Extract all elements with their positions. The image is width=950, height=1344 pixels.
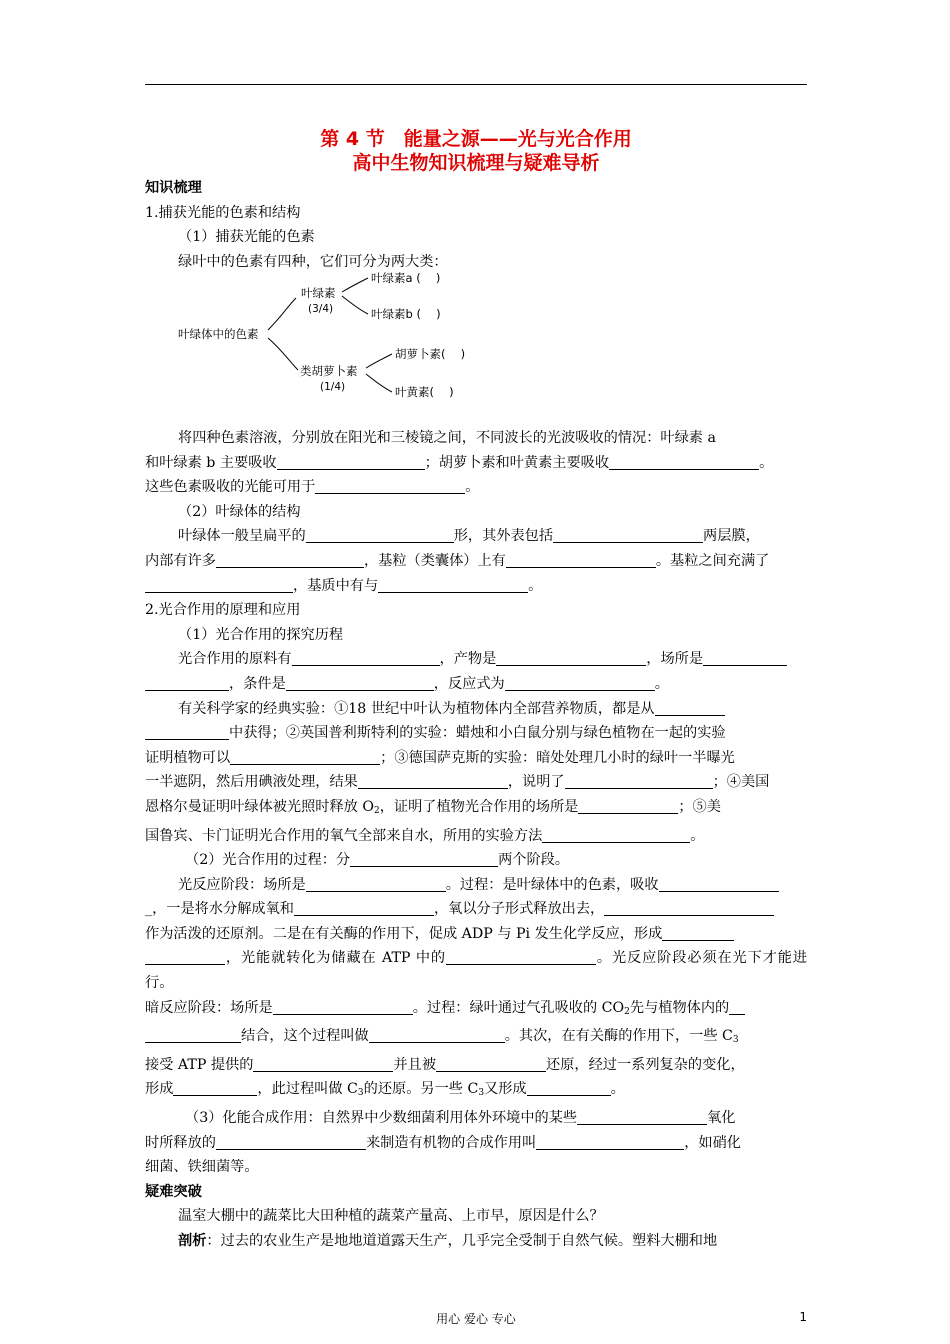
text-run: 中获得；②英国普利斯特利的实验：蜡烛和小白鼠分别与绿色植物在一起的实验 bbox=[229, 725, 726, 742]
text-run: 接受 ATP 提供的 bbox=[145, 1056, 254, 1073]
footer-motto: 用心 爱心 专心 bbox=[436, 1312, 516, 1326]
text-run: （2）光合作用的过程：分 bbox=[185, 852, 351, 869]
text-run: 来制造有机物的合成作用叫 bbox=[365, 1134, 537, 1151]
text-run: 这些色素吸收的光能可用于 bbox=[145, 479, 316, 496]
page-number: 1 bbox=[799, 1310, 807, 1324]
fill-blank[interactable] bbox=[145, 950, 225, 965]
section-heading: 疑难突破 bbox=[145, 1183, 202, 1200]
text-run: 作为活泼的还原剂。二是在有关酶的作用下，促成 ADP 与 Pi 发生化学反应，形成 bbox=[145, 925, 663, 942]
fill-blank[interactable] bbox=[604, 901, 774, 916]
text-run: 形，其外表包括 bbox=[453, 528, 554, 545]
fill-blank[interactable] bbox=[609, 454, 759, 469]
section-content bbox=[145, 426, 807, 1254]
fill-blank[interactable] bbox=[729, 999, 745, 1014]
fill-blank[interactable] bbox=[378, 577, 528, 592]
fill-blank[interactable] bbox=[536, 1134, 684, 1149]
text-run: ，基质中有与 bbox=[293, 577, 379, 594]
text-run: （3）化能合成作用：自然界中少数细菌利用体外环境中的某些 bbox=[185, 1110, 578, 1127]
fill-blank[interactable] bbox=[703, 651, 787, 666]
fill-blank[interactable] bbox=[369, 1028, 505, 1043]
fill-blank[interactable] bbox=[655, 700, 725, 715]
raw-line-1 bbox=[145, 647, 807, 672]
text-run: 并且被 bbox=[393, 1056, 437, 1073]
light-line-5 bbox=[145, 996, 807, 1025]
absorb-paragraph bbox=[145, 426, 807, 451]
fill-blank[interactable] bbox=[216, 1134, 366, 1149]
fill-blank[interactable] bbox=[292, 651, 440, 666]
fill-blank[interactable] bbox=[145, 725, 229, 740]
text-run: ，条件是 bbox=[229, 675, 286, 692]
pigments-intro: 绿叶中的色素有四种，它们可分为两大类： bbox=[178, 253, 448, 270]
fill-blank[interactable] bbox=[306, 877, 446, 892]
fill-blank[interactable] bbox=[286, 676, 434, 691]
light-line-6 bbox=[145, 1024, 807, 1053]
header-rule bbox=[145, 84, 807, 85]
fill-blank[interactable] bbox=[230, 750, 380, 765]
text-run: 证明植物可以 bbox=[145, 749, 231, 766]
text-run: 的还原。另一些 C bbox=[363, 1081, 479, 1098]
history-line-6 bbox=[145, 824, 807, 849]
subscript: 2 bbox=[373, 805, 380, 816]
light-line-4 bbox=[145, 946, 807, 995]
fill-blank[interactable] bbox=[505, 676, 655, 691]
text-run: 又形成 bbox=[484, 1081, 527, 1098]
text-run: ，场所是 bbox=[646, 651, 704, 668]
fill-blank[interactable] bbox=[565, 774, 713, 789]
fill-blank[interactable] bbox=[527, 1081, 611, 1096]
chemo-line-3: 细菌、铁细菌等。 bbox=[145, 1159, 259, 1176]
history-line-4 bbox=[145, 770, 807, 795]
history-line-5 bbox=[145, 795, 807, 824]
pigment-tree-diagram bbox=[170, 266, 490, 406]
raw-line-2 bbox=[145, 672, 807, 697]
text-run: ；③德国萨克斯的实验：暗处处理几小时的绿叶一半曝光 bbox=[380, 749, 735, 766]
tree-branch bbox=[268, 338, 298, 370]
heading-2: 2.光合作用的原理和应用 bbox=[145, 602, 301, 619]
tree-branch bbox=[268, 298, 296, 330]
text-run: 时所释放的 bbox=[145, 1134, 216, 1151]
text-run: 。 bbox=[465, 479, 480, 496]
text-run: 有关科学家的经典实验：①18 世纪中叶认为植物体内全部营养物质，都是从 bbox=[178, 700, 655, 717]
heading-1-2: （2）叶绿体的结构 bbox=[178, 503, 301, 520]
light-line-7 bbox=[145, 1053, 807, 1078]
text-run: 光反应阶段：场所是 bbox=[178, 876, 306, 893]
fill-blank[interactable] bbox=[659, 877, 779, 892]
absorb-line-2 bbox=[145, 451, 807, 476]
text-run: ；胡萝卜素和叶黄素主要吸收 bbox=[424, 454, 610, 471]
fill-blank[interactable] bbox=[496, 651, 646, 666]
text-run: 结合，这个过程叫做 bbox=[241, 1028, 369, 1045]
text-run: ，证明了植物光合作用的场所是 bbox=[379, 798, 579, 815]
text-run: 一半遮阴，然后用碘液处理，结果 bbox=[145, 774, 358, 791]
fill-blank[interactable] bbox=[446, 950, 596, 965]
text-run: 。光反应阶段必须在光下才能进行。 bbox=[145, 950, 807, 992]
text-run: 内部有许多 bbox=[145, 552, 216, 569]
heading-1: 1.捕获光能的色素和结构 bbox=[145, 204, 301, 221]
text-run: 氧化 bbox=[707, 1110, 736, 1127]
text-run: ；⑤美 bbox=[678, 798, 721, 815]
text-run: 和叶绿素 b 主要吸收 bbox=[145, 454, 277, 471]
text-run: ，氧以分子形式释放出去， bbox=[433, 901, 605, 918]
page-title: 第 4 节 能量之源——光与光合作用 bbox=[320, 128, 632, 150]
text-run: 。 bbox=[610, 1081, 625, 1098]
section-heading: 知识梳理 bbox=[145, 180, 202, 196]
analysis bbox=[145, 1229, 807, 1254]
section-knowledge bbox=[145, 176, 807, 274]
fill-blank[interactable] bbox=[662, 926, 734, 941]
structure-line-3 bbox=[145, 574, 807, 599]
light-line-1 bbox=[145, 873, 807, 898]
fill-blank[interactable] bbox=[553, 528, 703, 543]
text-run: 。 bbox=[528, 577, 543, 594]
text-run: 。基粒之间充满了 bbox=[655, 552, 770, 569]
text-run: ，光能就转化为储藏在 ATP 中的 bbox=[225, 950, 446, 967]
structure-line-1 bbox=[145, 524, 807, 549]
analysis-label: 剖析 bbox=[178, 1233, 207, 1249]
heading-2-1: （1）光合作用的探究历程 bbox=[178, 626, 344, 643]
fill-blank[interactable] bbox=[145, 676, 229, 691]
text-run: 。 bbox=[654, 675, 669, 692]
fill-blank[interactable] bbox=[542, 827, 690, 842]
text-run: ；④美国 bbox=[712, 774, 770, 791]
fill-blank[interactable] bbox=[273, 999, 413, 1014]
tree-chlorophyll-ratio: (3/4) bbox=[308, 303, 334, 315]
heading-1-1: （1）捕获光能的色素 bbox=[178, 229, 315, 246]
fill-blank[interactable] bbox=[578, 799, 678, 814]
text-run: 。过程：是叶绿体中的色素，吸收 bbox=[445, 876, 659, 893]
subscript: 3 bbox=[357, 1088, 364, 1099]
text-run: 两层膜， bbox=[703, 528, 760, 545]
text-run: 两个阶段。 bbox=[498, 852, 570, 869]
fill-blank[interactable] bbox=[277, 454, 425, 469]
text-run: 还原，经过一系列复杂的变化， bbox=[546, 1056, 745, 1073]
text-run: 。其次，在有关酶的作用下，一些 C bbox=[504, 1028, 733, 1045]
text-run: 先与植物体内的 bbox=[629, 999, 730, 1016]
fill-blank[interactable] bbox=[253, 1057, 393, 1072]
history-line-1 bbox=[145, 697, 807, 722]
fill-blank[interactable] bbox=[306, 528, 454, 543]
structure-line-2 bbox=[145, 549, 807, 574]
chemo-line-2 bbox=[145, 1131, 807, 1156]
text-run: 。过程：绿叶通过气孔吸收的 CO bbox=[412, 999, 625, 1016]
history-line-2 bbox=[145, 721, 807, 746]
text-run: 暗反应阶段：场所是 bbox=[145, 999, 273, 1016]
text-run: ，此过程叫做 C bbox=[257, 1081, 358, 1098]
analysis-text: ：过去的农业生产是地地道道露天生产，几乎完全受制于自然气候。塑料大棚和地 bbox=[206, 1233, 718, 1249]
tree-chl-a: 叶绿素a ( ) bbox=[371, 271, 441, 285]
text-run: 形成 bbox=[145, 1081, 174, 1098]
text-run: 。 bbox=[690, 827, 705, 844]
tree-carotene: 胡萝卜素( ) bbox=[395, 347, 466, 361]
tree-root: 叶绿体中的色素 bbox=[178, 327, 259, 341]
page-subtitle: 高中生物知识梳理与疑难导析 bbox=[352, 152, 600, 174]
tree-chl-b: 叶绿素b ( ) bbox=[371, 307, 441, 321]
text-run: _，一是将水分解成氧和 bbox=[145, 901, 294, 918]
absorb-line-3 bbox=[145, 475, 807, 500]
fill-blank[interactable] bbox=[506, 553, 656, 568]
subscript: 3 bbox=[732, 1035, 739, 1046]
fill-blank[interactable] bbox=[216, 553, 364, 568]
fill-blank[interactable] bbox=[436, 1057, 546, 1072]
chemo-line-1 bbox=[145, 1106, 807, 1131]
tree-branch bbox=[342, 296, 368, 314]
subscript: 3 bbox=[478, 1088, 485, 1099]
tree-chlorophyll: 叶绿素 bbox=[301, 286, 336, 300]
fill-blank[interactable] bbox=[358, 774, 508, 789]
history-line-3 bbox=[145, 746, 807, 771]
tree-xanthophyll: 叶黄素( ) bbox=[395, 385, 454, 399]
text-run: 国鲁宾、卡门证明光合作用的氧气全部来自水，所用的实验方法 bbox=[145, 827, 543, 844]
fill-blank[interactable] bbox=[145, 1028, 241, 1043]
text-run: 将四种色素溶液，分别放在阳光和三棱镜之间，不同波长的光波吸收的情况：叶绿素 a bbox=[178, 430, 716, 446]
text-run: ，如硝化 bbox=[684, 1134, 741, 1151]
text-run: 恩格尔曼证明叶绿体被光照时释放 O bbox=[145, 798, 374, 815]
tree-carotenoid-ratio: (1/4) bbox=[320, 381, 346, 393]
light-line-3 bbox=[145, 922, 807, 947]
fill-blank[interactable] bbox=[577, 1110, 707, 1125]
tree-carotenoid: 类胡萝卜素 bbox=[300, 364, 358, 378]
process-line bbox=[145, 848, 807, 873]
text-run: ，反应式为 bbox=[433, 675, 505, 692]
tree-branch bbox=[366, 374, 392, 392]
fill-blank[interactable] bbox=[350, 852, 498, 867]
fill-blank[interactable] bbox=[173, 1081, 257, 1096]
text-run: 光合作用的原料有 bbox=[178, 651, 292, 668]
tree-branch bbox=[342, 278, 368, 292]
light-line-2 bbox=[145, 897, 807, 922]
text-run: ，产物是 bbox=[439, 651, 497, 668]
text-run: ，基粒（类囊体）上有 bbox=[363, 552, 506, 569]
text-run: ，说明了 bbox=[507, 774, 565, 791]
tree-branch bbox=[366, 354, 392, 368]
fill-blank[interactable] bbox=[315, 479, 465, 494]
light-line-8 bbox=[145, 1077, 807, 1106]
question: 温室大棚中的蔬菜比大田种植的蔬菜产量高、上市早，原因是什么？ bbox=[178, 1208, 604, 1225]
text-run: 。 bbox=[759, 454, 774, 471]
text-run: 叶绿体一般呈扁平的 bbox=[178, 528, 306, 545]
fill-blank[interactable] bbox=[145, 577, 293, 592]
subscript: 2 bbox=[624, 1006, 630, 1017]
fill-blank[interactable] bbox=[294, 901, 434, 916]
